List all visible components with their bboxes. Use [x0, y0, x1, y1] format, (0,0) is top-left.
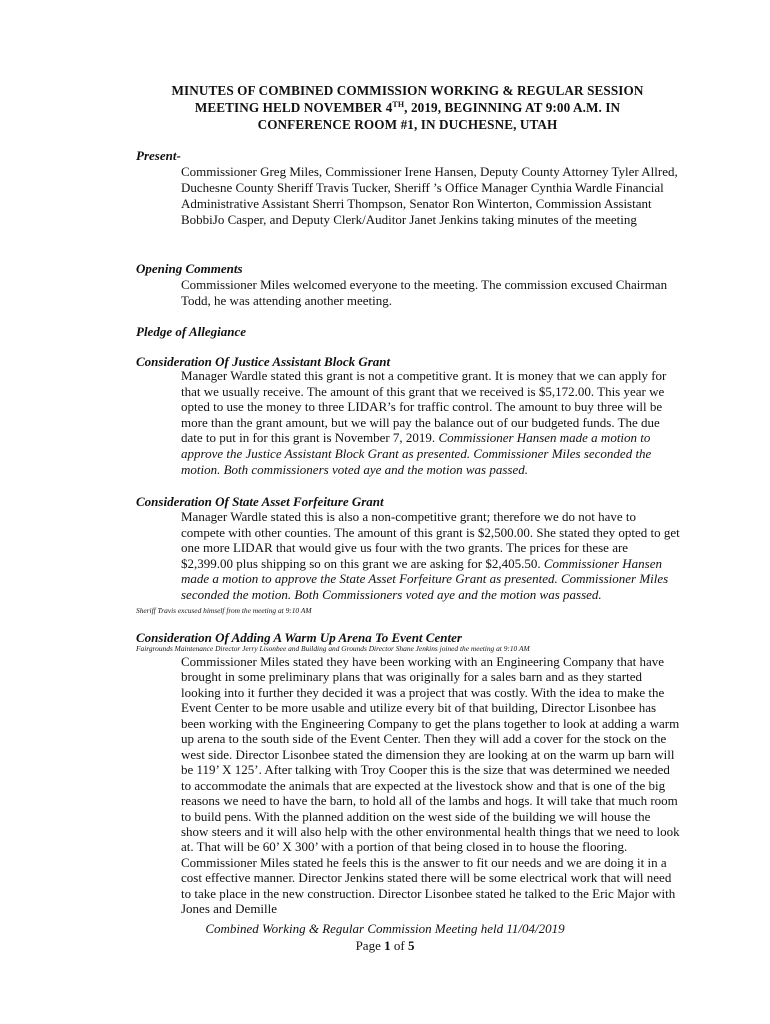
present-heading: Present- — [136, 148, 181, 163]
justice-grant-body: Manager Wardle stated this grant is not a competitive grant. It is money that we can apply for that we usually receive. The amount of this grant that we received is $5,172.00. This year we opted to use the money to three LIDAR’s for traffic control. The amount to buy three will be more than the grant amount, but we will pay the balance out of our budgeted funds. The due date to put in for this grant is November 7, 2019. — [181, 368, 667, 446]
title-line-2-end: , 2019, BEGINNING AT 9:00 A.M. IN — [404, 100, 621, 115]
page-total: 5 — [407, 938, 415, 953]
title-superscript: TH — [392, 100, 405, 109]
title-line-3: CONFERENCE ROOM #1, IN DUCHESNE, UTAH — [257, 117, 558, 132]
directors-joined-note: Fairgrounds Maintenance Director Jerry Lisonbee and Building and Grounds Director Shane Jenkins joined the meeting at 9:10 AM — [136, 644, 530, 653]
sheriff-excused-note: Sheriff Travis excused himself from the meeting at 9:10 AM — [136, 606, 312, 615]
state-asset-body: Manager Wardle stated this is also a non-competitive grant; therefore we do not have to compete with other counties. The amount of this grant is $2,500.00. She stated they opted to get one more LIDAR that would give us four with the two grants. The prices for these are $2,399.00 plus shipping so on this grant we are asking for $2,405.50. — [181, 509, 680, 571]
justice-grant-heading: Consideration Of Justice Assistant Block Grant — [136, 354, 391, 369]
state-asset-motion: Commissioner Hansen made a motion to approve the State Asset Forfeiture Grant as presented. Commissioner Miles seconded the motion. Both Commissioners voted aye and the motion was passed. — [181, 555, 669, 602]
page-of: of — [390, 938, 408, 953]
justice-grant-text — [181, 368, 681, 477]
page-current: 1 — [384, 938, 391, 953]
opening-comments-heading: Opening Comments — [136, 261, 243, 276]
present-text: Commissioner Greg Miles, Commissioner Irene Hansen, Deputy County Attorney Tyler Allred, Duchesne County Sheriff Travis Tucker, Sheriff ’s Office Manager Cynthia Wardle Financial Administrative Assistant Sherri Thompson, Senator Ron Winterton, Commission Assistant BobbiJo Casper, and Deputy Clerk/Auditor Janet Jenkins taking minutes of the meeting — [181, 164, 678, 227]
warm-up-arena-text: Commissioner Miles stated they have been working with an Engineering Company that have brought in some preliminary plans that was originally for a sales barn and as they started looking into it further they decided it was a project that was costly. With the idea to make the Event Center to be more usable and utilize every bit of that building, Director Lisonbee has been working with the Engineering Company to get the plans together to look at adding a warm up arena to the south side of the Event Center. Then they will add a cover for the stock on the west side. Director Lisonbee stated the dimension they are looking at on the warm up barn will be 119’ X 125’. After talking with Troy Cooper this is the size that was determined we needed to accommodate the animals that are expected at the livestock show and that is one of the big reasons we need to have the barn, to hold all of the lambs and hogs. It will take that much room to build pens. With the planned addition on the west side of the building we will house the show steers and it will also help with the other environmental health things that we need to look at. That will be 60’ X 300’ with a portion of that being closed in to house the flooring. Commissioner Miles stated he feels this is the answer to fit our needs and we are doing it in a cost effective manner. Director Jenkins stated there will be some electrical work that will need to take place in the new construction. Director Lisonbee stated he talked to the Eric Major with Jones and Demille — [181, 654, 680, 917]
footer-meeting-label: Combined Working & Regular Commission Meeting held 11/04/2019 — [205, 921, 565, 936]
title-line-1: MINUTES OF COMBINED COMMISSION WORKING & REGULAR SESSION — [171, 83, 644, 98]
opening-comments-text: Commissioner Miles welcomed everyone to the meeting. The commission excused Chairman Todd, he was attending another meeting. — [181, 277, 668, 308]
page-label: Page — [355, 938, 385, 953]
warm-up-arena-heading: Consideration Of Adding A Warm Up Arena To Event Center — [136, 630, 462, 645]
justice-grant-motion: Commissioner Hansen made a motion to approve the Justice Assistant Block Grant as presented. Commissioner Miles seconded the motion. Both commissioners voted aye and the motion was passed. — [181, 430, 652, 477]
page-number — [0, 938, 770, 954]
document-title — [100, 82, 715, 133]
pledge-heading: Pledge of Allegiance — [136, 324, 246, 339]
state-asset-text — [181, 509, 681, 603]
title-line-2-start: MEETING HELD NOVEMBER 4 — [194, 100, 393, 115]
title-line-2 — [100, 99, 715, 116]
state-asset-heading: Consideration Of State Asset Forfeiture Grant — [136, 494, 384, 509]
